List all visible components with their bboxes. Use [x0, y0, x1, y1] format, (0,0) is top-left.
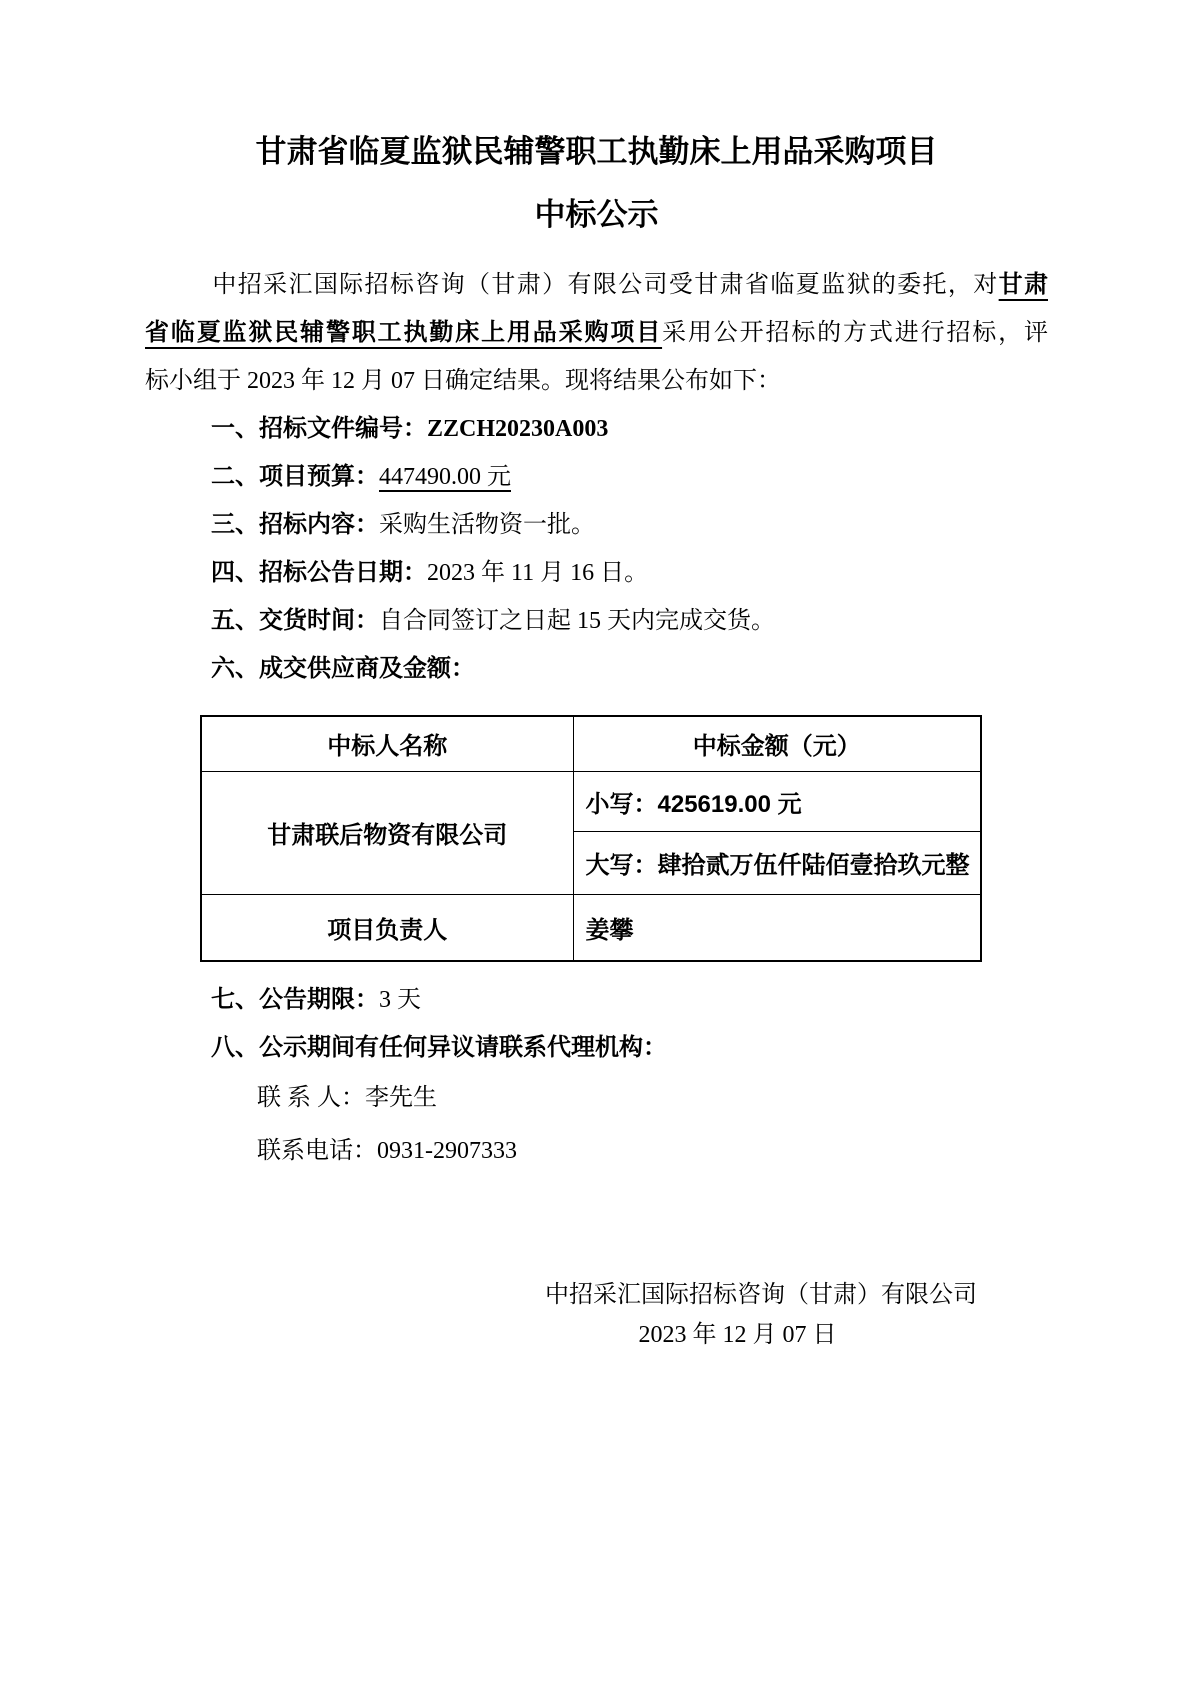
document-title-line1: 甘肃省临夏监狱民辅警职工执勤床上用品采购项目 — [255, 134, 938, 169]
item-tender-content — [145, 501, 1048, 549]
contact-label: 联系电话： — [257, 1138, 377, 1164]
intro-line-2 — [145, 309, 1048, 357]
item-label: 六、成交供应商及金额： — [211, 655, 475, 682]
award-result-table — [200, 715, 982, 962]
item-supplier-and-amount — [145, 645, 1048, 693]
contact-value: 0931-2907333 — [377, 1138, 517, 1164]
item-value: 2023 年 11 月 16 日。 — [427, 560, 649, 586]
project-name-emphasis: 省临夏监狱民辅警职工执勤床上用品采购项目 — [145, 319, 663, 346]
table-row-amount-lower — [201, 771, 981, 831]
signature-date: 2023 年 12 月 07 日 — [638, 1322, 837, 1348]
cell-manager-label: 项目负责人 — [201, 894, 573, 961]
item-label: 八、公示期间有任何异议请联系代理机构： — [211, 1034, 667, 1061]
intro-text: 中招采汇国际招标咨询（甘肃）有限公司受甘肃省临夏监狱的委托，对 — [211, 272, 999, 298]
item-label: 二、项目预算： — [211, 463, 379, 490]
contact-label: 联 系 人： — [257, 1085, 365, 1111]
item-label: 七、公告期限： — [211, 986, 379, 1013]
contact-person-line — [145, 1072, 1048, 1125]
project-name-emphasis: 甘肃 — [998, 271, 1048, 298]
item-label: 三、招标内容： — [211, 511, 379, 538]
numbered-items — [145, 405, 1048, 693]
item-announcement-date — [145, 549, 1048, 597]
signature-block — [545, 1278, 977, 1352]
item-announcement-period — [145, 976, 1048, 1024]
intro-paragraph — [145, 261, 1048, 405]
cell-winner-name: 甘肃联后物资有限公司 — [201, 771, 573, 894]
contact-phone-line — [145, 1125, 1048, 1178]
item-objection-contact — [145, 1024, 1048, 1072]
intro-line-3: 标小组于 2023 年 12 月 07 日确定结果。现将结果公布如下： — [145, 368, 781, 394]
item-value: 自合同签订之日起 15 天内完成交货。 — [379, 608, 775, 634]
intro-line-1 — [145, 261, 1048, 309]
item-label: 五、交货时间： — [211, 607, 379, 634]
cell-amount-uppercase: 大写：肆拾贰万伍仟陆佰壹拾玖元整 — [573, 831, 981, 894]
cell-amount-lowercase: 小写：425619.00 元 — [573, 771, 981, 831]
item-value: 447490.00 元 — [379, 464, 511, 490]
item-label: 四、招标公告日期： — [211, 559, 427, 586]
item-value: 3 天 — [379, 987, 421, 1013]
contact-value: 李先生 — [365, 1085, 437, 1111]
table-row-manager — [201, 894, 981, 961]
table-header-row — [201, 716, 981, 771]
cell-manager-name: 姜攀 — [573, 894, 981, 961]
intro-text: 采用公开招标的方式进行招标，评 — [662, 320, 1048, 346]
signature-company: 中招采汇国际招标咨询（甘肃）有限公司 — [545, 1282, 977, 1308]
header-award-amount: 中标金额（元） — [573, 716, 981, 771]
item-tender-doc-number — [145, 405, 1048, 453]
item-delivery-time — [145, 597, 1048, 645]
item-value: 采购生活物资一批。 — [379, 512, 595, 538]
contact-block — [145, 1072, 1048, 1178]
item-label: 一、招标文件编号： — [211, 415, 427, 442]
header-winner-name: 中标人名称 — [201, 716, 573, 771]
numbered-items-after-table — [145, 976, 1048, 1072]
item-value: ZZCH20230A003 — [427, 416, 609, 442]
document-title-line2: 中标公示 — [534, 197, 659, 232]
item-project-budget — [145, 453, 1048, 501]
